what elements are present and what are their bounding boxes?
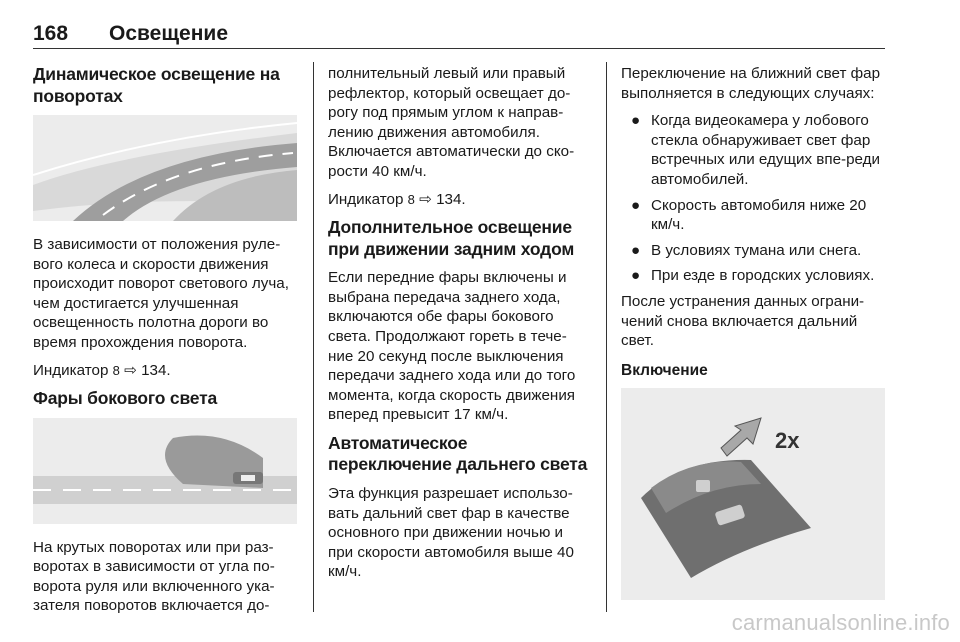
column-divider xyxy=(606,62,607,612)
paragraph-after: После устранения данных ограни-чений снова включается дальний свет. xyxy=(621,292,865,350)
side-lights-illustration xyxy=(33,418,297,524)
arrow-icon: ⇨ xyxy=(419,190,432,208)
list-item: ● Скорость автомобиля ниже 20 км/ч. xyxy=(631,196,867,234)
paragraph-auto-high-beam: Эта функция разрешает использо-вать дальний свет фар в качестве основного при движении ночью и при скорости автомобиля выше 40 км/ч. xyxy=(328,484,574,581)
list-item: ● В условиях тумана или снега. xyxy=(631,241,862,259)
lamp-icon: 8 xyxy=(407,191,415,207)
press-twice-label: 2x xyxy=(775,428,800,454)
column-1 xyxy=(33,64,301,624)
paragraph-side-lights-cont: полнительный левый или правый рефлектор, который освещает до-рогу под прямым углом к направ-лению движения автомобиля. Включается автоматически до ско-рости 40 км/ч. xyxy=(328,65,575,180)
column-divider xyxy=(313,62,314,612)
conditions-list xyxy=(621,111,891,286)
page-header xyxy=(33,22,885,49)
heading-auto-high-beam: Автоматическое переключение дальнего света xyxy=(328,432,588,475)
heading-dynamic-lighting: Динамическое освещение на поворотах xyxy=(33,64,280,106)
lamp-icon: 8 xyxy=(112,362,120,378)
page-number: 168 xyxy=(33,22,69,45)
heading-switch-on: Включение xyxy=(621,361,708,379)
heading-side-lights: Фары бокового света xyxy=(33,388,217,409)
list-item: ● Когда видеокамера у лобового стекла обнаруживает свет фар встречных или едущих впе-реди автомобилей. xyxy=(631,112,880,188)
stalk-illustration xyxy=(621,388,885,600)
paragraph-intro: Переключение на ближний свет фар выполняется в следующих случаях: xyxy=(621,65,881,102)
page-title: Освещение xyxy=(109,22,228,45)
list-item: ● При езде в городских условиях. xyxy=(631,267,875,285)
heading-reverse-lighting: Дополнительное освещение при движении задним ходом xyxy=(328,217,575,259)
indicator-reference: Индикатор 8 ⇨ 134. xyxy=(33,361,171,379)
indicator-reference: Индикатор 8 ⇨ 134. xyxy=(328,190,466,208)
dynamic-lighting-illustration xyxy=(33,115,297,221)
paragraph-reverse-lighting: Если передние фары включены и выбрана передача заднего хода, включаются обе фары бокового света. Продолжают гореть в тече-ние 20 секунд после выключения передачи заднего хода или до того момента, когда скорость движения вперед превысит 17 км/ч. xyxy=(328,269,576,424)
paragraph-dynamic-lighting: В зависимости от положения руле-вого колеса и скорости движения происходит поворот светового луча, чем достигается улучшенная освещенность полотна дороги во время прохождения поворота. xyxy=(33,236,289,351)
paragraph-side-lights: На крутых поворотах или при раз-воротах в зависимости от угла по-ворота руля или включенного ука-зателя поворотов включается до- xyxy=(33,538,275,615)
column-3 xyxy=(621,64,891,614)
watermark: carmanualsonline.info xyxy=(731,610,950,635)
column-2 xyxy=(328,64,592,590)
arrow-icon: ⇨ xyxy=(124,361,137,379)
